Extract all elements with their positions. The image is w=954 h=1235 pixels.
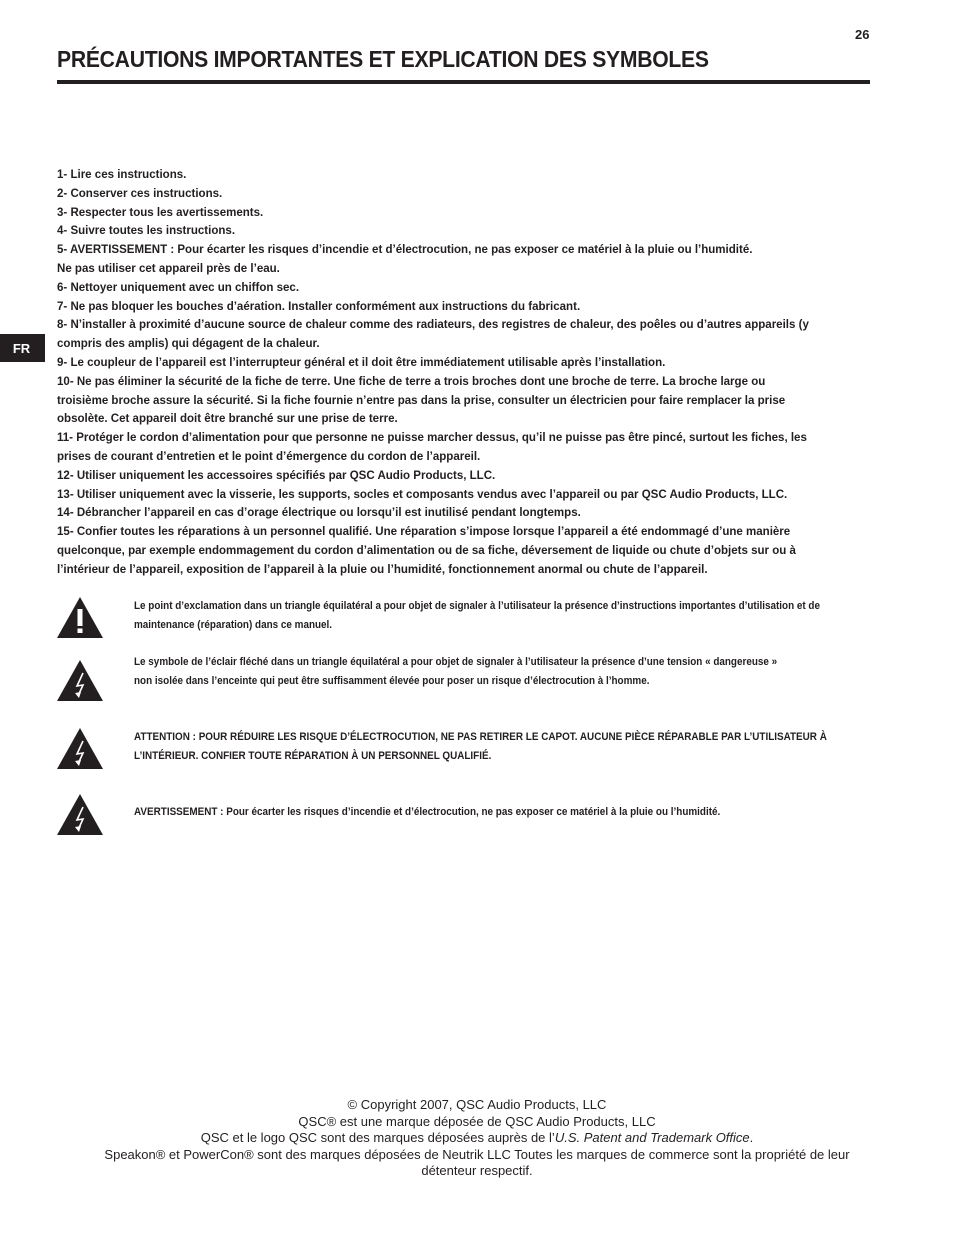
- instruction-item: [57, 203, 894, 222]
- instruction-item: [57, 522, 894, 578]
- instruction-item: [57, 184, 894, 203]
- instruction-item: [57, 278, 894, 297]
- instruction-item: [57, 165, 894, 184]
- instruction-line: 3- Respecter tous les avertissements.: [57, 204, 264, 219]
- instruction-line: Ne pas utiliser cet appareil près de l’eau.: [57, 260, 280, 275]
- speakon-trademark-line: Speakon® et PowerCon® sont des marques déposées de Neutrik LLC Toutes les marques de commerce sont la propriété de leur: [104, 1146, 850, 1162]
- instruction-line: 12- Utiliser uniquement les accessoires spécifiés par QSC Audio Products, LLC.: [57, 467, 496, 482]
- instruction-line: 7- Ne pas bloquer les bouches d’aération. Installer conformément aux instructions du fabricant.: [57, 298, 581, 313]
- symbol-description-line: L’INTÉRIEUR. CONFIER TOUTE RÉPARATION À UN PERSONNEL QUALIFIÉ.: [134, 750, 492, 762]
- instruction-line: 10- Ne pas éliminer la sécurité de la fiche de terre. Une fiche de terre a trois broches dont une broche de terre. La broche large ou: [57, 373, 766, 388]
- copyright-line: © Copyright 2007, QSC Audio Products, LLC: [347, 1097, 607, 1112]
- logo-trademark-line: [0, 1130, 954, 1147]
- instruction-item: [57, 240, 894, 278]
- instruction-item: [57, 353, 894, 372]
- instruction-line: 2- Conserver ces instructions.: [57, 185, 223, 200]
- symbol-description-line: ATTENTION : POUR RÉDUIRE LES RISQUE D’ÉLECTROCUTION, NE PAS RETIRER LE CAPOT. AUCUNE PIÈCE RÉPARABLE PAR L’UTILISATEUR À: [134, 731, 827, 743]
- instruction-line: 13- Utiliser uniquement avec la visserie, les supports, socles et composants vendus avec l’appareil ou par QSC Audio Products, LLC.: [57, 486, 788, 501]
- symbol-description-line: non isolée dans l’enceinte qui peut être suffisamment élevée pour poser un risque d’électrocution à l’homme.: [134, 675, 650, 687]
- instruction-line: quelconque, par exemple endommagement du cordon d’alimentation ou de sa fiche, déversement de liquide ou chute d’objets sur ou à: [57, 542, 796, 557]
- symbol-row-avertissement: [57, 793, 947, 843]
- symbol-description-line: AVERTISSEMENT : Pour écarter les risques d’incendie et d’électrocution, ne pas exposer ce matériel à la pluie ou l’humidité.: [134, 806, 721, 818]
- trademark-line: QSC® est une marque déposée de QSC Audio Products, LLC: [298, 1113, 656, 1129]
- patent-office-name: U.S. Patent and Trademark Office: [554, 1130, 750, 1145]
- logo-trademark-prefix: QSC et le logo QSC sont des marques déposées auprès de l’: [200, 1130, 555, 1145]
- instruction-line: 14- Débrancher l’appareil en cas d’orage électrique ou lorsqu’il est inutilisé pendant longtemps.: [57, 505, 581, 520]
- instruction-line: 6- Nettoyer uniquement avec un chiffon sec.: [57, 279, 300, 294]
- page-title: PRÉCAUTIONS IMPORTANTES ET EXPLICATION DES SYMBOLES: [57, 46, 709, 72]
- instruction-line: prises de courant d’entretien et le point d’émergence du cordon de l’appareil.: [57, 448, 481, 463]
- exclamation-triangle-icon: [57, 597, 103, 638]
- title-rule: [57, 80, 870, 84]
- instruction-list: [57, 165, 954, 579]
- logo-trademark-suffix: .: [749, 1130, 754, 1145]
- instruction-line: 4- Suivre toutes les instructions.: [57, 223, 236, 238]
- lightning-triangle-icon: [57, 728, 103, 769]
- instruction-line: obsolète. Cet appareil doit être branché sur une prise de terre.: [57, 411, 398, 426]
- instruction-line: 5- AVERTISSEMENT : Pour écarter les risques d’incendie et d’électrocution, ne pas exposer ce matériel à la pluie ou l’humidité.: [57, 242, 753, 257]
- instruction-line: 9- Le coupleur de l’appareil est l’interrupteur général et il doit être immédiatement utilisable après l’installation.: [57, 354, 666, 369]
- symbol-row-lightning: [57, 653, 947, 703]
- instruction-item: [57, 503, 894, 522]
- instruction-item: [57, 315, 894, 353]
- instruction-line: l’intérieur de l’appareil, exposition de l’appareil à la pluie ou l’humidité, fonctionnement anormal ou chute de l’appareil.: [57, 561, 708, 576]
- instruction-item: [57, 372, 894, 428]
- symbol-description-line: Le symbole de l’éclair fléché dans un triangle équilatéral a pour objet de signaler à l’utilisateur la présence d’une tension « dangereuse »: [134, 656, 778, 668]
- symbol-row-attention: [57, 728, 947, 778]
- speakon-trademark-line-2: détenteur respectif.: [421, 1163, 533, 1178]
- instruction-line: compris des amplis) qui dégagent de la chaleur.: [57, 336, 320, 351]
- lightning-triangle-icon: [57, 794, 103, 835]
- symbol-description-line: Le point d’exclamation dans un triangle équilatéral a pour objet de signaler à l’utilisateur la présence d’instructions importantes d’utilisation et de: [134, 600, 820, 612]
- instruction-item: [57, 466, 894, 485]
- instruction-line: 1- Lire ces instructions.: [57, 167, 187, 181]
- footer: [0, 1097, 954, 1180]
- language-tab: FR: [0, 334, 45, 362]
- instruction-item: [57, 485, 894, 504]
- symbol-row-exclamation: [57, 597, 947, 647]
- instruction-line: 11- Protéger le cordon d’alimentation pour que personne ne puisse marcher dessus, qu’il ne puisse pas être pincé, surtout les fiches, les: [57, 430, 807, 445]
- instruction-item: [57, 428, 894, 466]
- page-number: 26: [855, 27, 870, 42]
- instruction-line: 15- Confier toutes les réparations à un personnel qualifié. Une réparation s’impose lorsque l’appareil a été endommagé d’une manière: [57, 524, 791, 539]
- instruction-item: [57, 297, 894, 316]
- symbol-description-line: maintenance (réparation) dans ce manuel.: [134, 619, 333, 631]
- instruction-line: 8- N’installer à proximité d’aucune source de chaleur comme des radiateurs, des registres de chaleur, des poêles ou d’autres appareils (y: [57, 317, 809, 332]
- instruction-item: [57, 221, 894, 240]
- instruction-line: troisième broche assure la sécurité. Si la fiche fournie n’entre pas dans la prise, consulter un électricien pour faire remplacer la prise: [57, 392, 786, 407]
- lightning-triangle-icon: [57, 660, 103, 701]
